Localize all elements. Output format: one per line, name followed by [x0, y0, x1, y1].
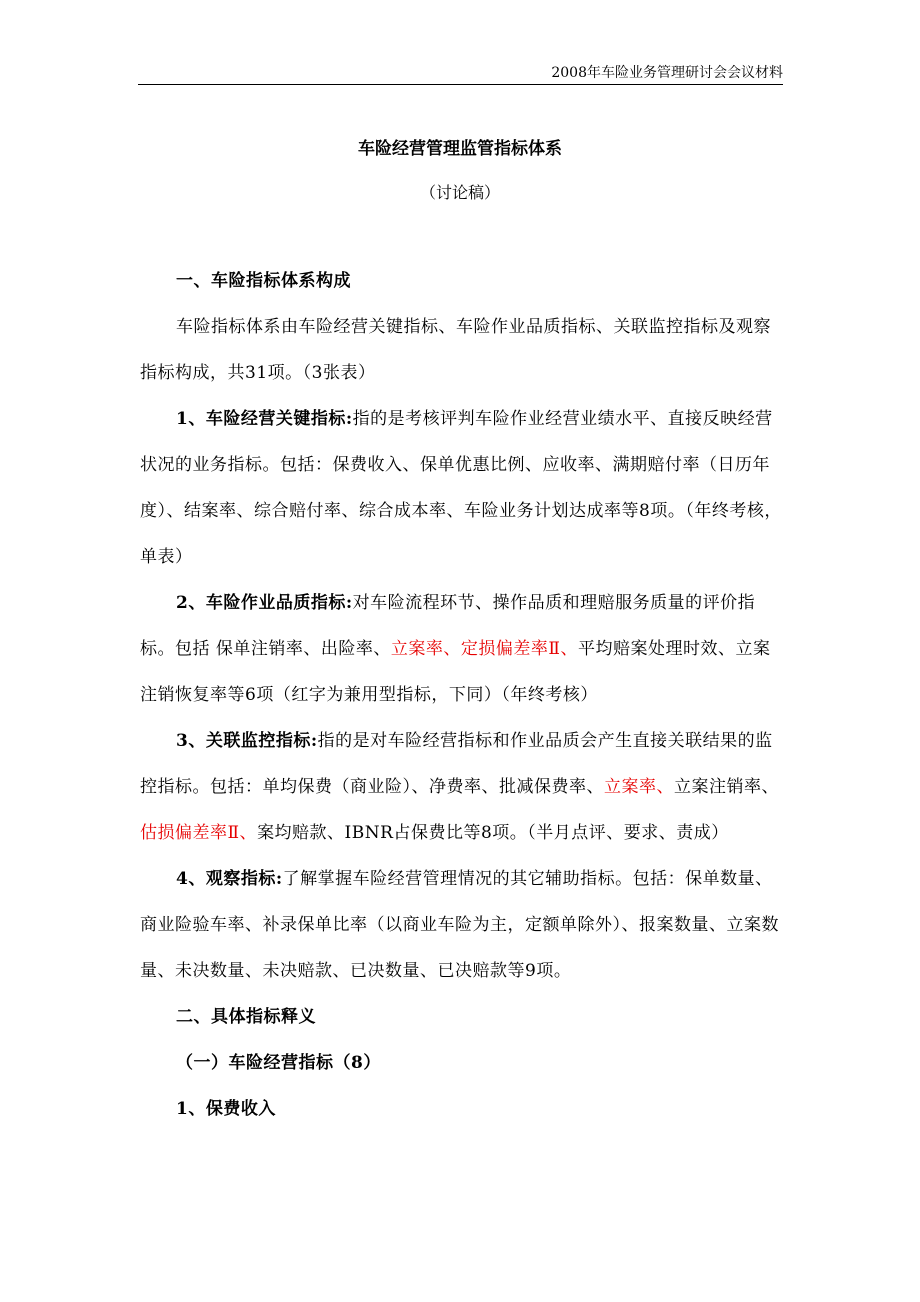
item-2-text-b: 平均赔案处理时效、立案注销恢复率等6项（红字为兼用型指标，下同）（年终考核） [140, 639, 771, 705]
intro-paragraph: 车险指标体系由车险经营关键指标、车险作业品质指标、关联监控指标及观察指标构成，共31项。（3张表） [140, 317, 771, 383]
item-4-text: 了解掌握车险经营管理情况的其它辅助指标。包括：保单数量、商业险验车率、补录保单比率（以商业车险为主，定额单除外）、报案数量、立案数量、未决数量、未决赔款、已决数量、已决赔款等9项。 [140, 869, 779, 981]
item-3-text-c: 案均赔款、IBNR占保费比等8项。（半月点评、要求、责成） [257, 823, 729, 843]
item-4-paragraph [140, 856, 782, 994]
item-1-label: 1、车险经营关键指标: [176, 409, 353, 429]
item-4-label: 4、观察指标: [176, 869, 283, 889]
document-body [140, 258, 782, 1132]
item-3-text-b: 立案注销率、 [674, 777, 779, 797]
item-3-paragraph [140, 718, 782, 856]
item-3-red-text-b: 估损偏差率Ⅱ、 [140, 823, 258, 843]
item-1-text: 指的是考核评判车险作业经营业绩水平、直接反映经营状况的业务指标。包括：保费收入、保单优惠比例、应收率、满期赔付率（日历年度）、结案率、综合赔付率、综合成本率、车险业务计划达成率等8项。（年终考核，单表） [140, 409, 782, 567]
item-2-label: 2、车险作业品质指标: [176, 593, 353, 613]
item-2-red-text: 立案率、定损偏差率Ⅱ、 [390, 639, 578, 659]
item-2-text-a: 对车险流程环节、操作品质和理赔服务质量的评价指标。包括 保单注销率、出险率、 [140, 593, 756, 659]
section-heading-2: 二、具体指标释义 [176, 1007, 316, 1027]
document-title: 车险经营管理监管指标体系 [358, 139, 562, 159]
running-header: 2008年车险业务管理研讨会会议材料 [138, 62, 783, 85]
subitem-heading-1: 1、保费收入 [176, 1099, 276, 1119]
item-2-paragraph [140, 580, 782, 718]
item-3-red-text-a: 立案率、 [604, 777, 674, 797]
item-3-text-a: 指的是对车险经营指标和作业品质会产生直接关联结果的监控指标。包括：单均保费（商业险）、净费率、批减保费率、 [140, 731, 773, 797]
section-heading-1: 一、车险指标体系构成 [176, 271, 351, 291]
item-3-label: 3、关联监控指标: [176, 731, 318, 751]
item-1-paragraph [140, 396, 782, 580]
subsection-heading-1: （一）车险经营指标（8） [176, 1053, 381, 1073]
document-subtitle: （讨论稿） [419, 183, 500, 202]
